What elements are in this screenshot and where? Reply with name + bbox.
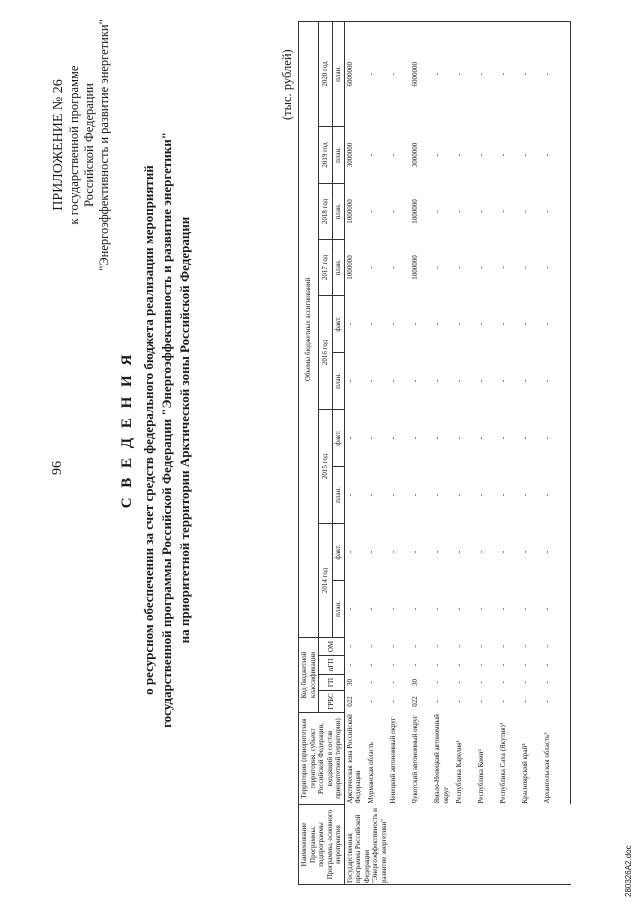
- value-cell: -: [499, 379, 507, 383]
- pgp-code: -: [411, 663, 419, 667]
- appendix-line: "Энергоэффективность и развитие энергетики": [97, 19, 111, 271]
- value-cell: -: [542, 295, 571, 352]
- table-row: [498, 21, 520, 884]
- value-cell: 1000000: [411, 199, 419, 224]
- resource-table: [298, 21, 571, 885]
- grbs-code: -: [542, 691, 571, 713]
- grbs-code: 022: [345, 696, 354, 707]
- heading-line: на приоритетной территории Арктической зоны Российской Федерации: [177, 216, 192, 644]
- value-cell: -: [367, 607, 375, 611]
- header-plan: план.: [333, 466, 345, 523]
- value-cell: -: [476, 21, 498, 126]
- heading-line: государственной программы Российской Федерации "Энергоэффективность и развитие энергетики": [159, 132, 174, 728]
- table-row: [344, 21, 366, 884]
- grbs-code: -: [499, 700, 507, 703]
- value-cell: -: [499, 153, 507, 157]
- header-territory: Территория (приоритетная территория, субъект Российской Федерации, входящий в состав приоритетной территории): [299, 713, 345, 805]
- value-cell: -: [455, 210, 463, 213]
- gp-code: 30: [345, 679, 354, 686]
- gp-code: -: [389, 681, 397, 684]
- territory-name: Ненецкий автономный округ: [389, 717, 397, 804]
- header-grbs: ГРБС: [319, 691, 345, 713]
- value-cell: -: [411, 550, 419, 554]
- value-cell: -: [521, 266, 529, 269]
- value-cell: -: [477, 607, 485, 611]
- value-cell: -: [521, 379, 529, 383]
- value-cell: -: [477, 266, 485, 269]
- value-cell: -: [389, 607, 397, 611]
- gp-code: -: [499, 681, 507, 684]
- value-cell: -: [521, 550, 529, 554]
- header-program: Наименование Программы, подпрограммы Программы, основного мероприятия: [299, 805, 345, 885]
- header-year: 2020 год: [319, 21, 333, 126]
- value-cell: -: [521, 322, 529, 326]
- value-cell: -: [345, 493, 354, 497]
- value-cell: -: [433, 607, 441, 611]
- om-code: -: [345, 645, 354, 648]
- pgp-code: -: [477, 663, 485, 667]
- om-code: -: [411, 645, 419, 648]
- territory-name: Республика Карелия¹: [455, 740, 463, 804]
- header-year: 2019 год: [319, 126, 333, 183]
- value-cell: -: [499, 436, 507, 440]
- value-cell: 6000000: [344, 21, 366, 126]
- value-cell: -: [521, 210, 529, 213]
- grbs-code: 022: [411, 696, 419, 707]
- gp-code: -: [455, 681, 463, 684]
- om-code: -: [433, 645, 441, 648]
- value-cell: -: [389, 266, 397, 269]
- value-cell: -: [477, 379, 485, 383]
- appendix-title: ПРИЛОЖЕНИЕ № 26: [51, 79, 66, 211]
- pgp-code: -: [367, 663, 375, 667]
- pgp-code: -: [433, 663, 441, 667]
- value-cell: -: [499, 210, 507, 213]
- value-cell: 3000000: [411, 142, 419, 168]
- value-cell: -: [455, 379, 463, 383]
- value-cell: -: [542, 239, 571, 295]
- header-fact: факт.: [333, 295, 345, 352]
- value-cell: -: [389, 436, 397, 440]
- territory-name: Республика Саха (Якутия)³: [499, 723, 507, 804]
- value-cell: -: [389, 379, 397, 383]
- value-cell: -: [345, 436, 354, 440]
- value-cell: -: [367, 266, 375, 269]
- value-cell: -: [542, 580, 571, 637]
- header-year: 2018 год: [319, 183, 333, 239]
- value-cell: -: [477, 210, 485, 213]
- table-row: [432, 21, 454, 884]
- document-id: 280326A2.doc: [624, 845, 633, 897]
- value-cell: -: [542, 183, 571, 239]
- value-cell: -: [477, 153, 485, 157]
- territory-name: Республика Коми²: [477, 749, 485, 804]
- header-plan: план.: [333, 183, 345, 239]
- pgp-code: -: [389, 663, 397, 667]
- value-cell: -: [455, 550, 463, 554]
- value-cell: -: [520, 21, 542, 126]
- om-code: -: [521, 645, 529, 648]
- header-year: 2015 год: [319, 409, 333, 523]
- value-cell: -: [366, 21, 388, 126]
- value-cell: -: [455, 266, 463, 269]
- header-year: 2016 год: [319, 295, 333, 409]
- grbs-code: -: [433, 700, 441, 703]
- value-cell: -: [433, 550, 441, 554]
- value-cell: -: [432, 21, 454, 126]
- value-cell: -: [367, 493, 375, 497]
- value-cell: -: [433, 153, 441, 157]
- grbs-code: -: [455, 700, 463, 703]
- value-cell: -: [345, 379, 354, 383]
- heading-title: С В Е Д Е Н И Я: [119, 351, 135, 509]
- grbs-code: -: [477, 700, 485, 703]
- value-cell: -: [433, 436, 441, 440]
- grbs-code: -: [389, 700, 397, 703]
- header-volumes: Объемы бюджетных ассигнований: [299, 21, 319, 637]
- value-cell: -: [411, 493, 419, 497]
- table-row: [388, 21, 410, 884]
- territory-name: Архангельская область⁵: [542, 713, 571, 805]
- value-cell: -: [499, 550, 507, 554]
- value-cell: -: [389, 153, 397, 157]
- om-code: -: [389, 645, 397, 648]
- value-cell: -: [433, 322, 441, 326]
- value-cell: -: [433, 379, 441, 383]
- territory-name: Ямало-Ненецкий автономный округ: [433, 714, 450, 804]
- om-code: -: [542, 637, 571, 655]
- header-budget-code: Код бюджетной классификации: [299, 637, 319, 712]
- om-code: -: [499, 645, 507, 648]
- header-gp: ГП: [319, 675, 345, 691]
- value-cell: -: [389, 493, 397, 497]
- value-cell: -: [542, 409, 571, 466]
- value-cell: 1000000: [345, 255, 354, 280]
- value-cell: -: [411, 436, 419, 440]
- value-cell: -: [454, 21, 476, 126]
- value-cell: -: [345, 550, 354, 554]
- value-cell: -: [455, 153, 463, 157]
- value-cell: -: [411, 379, 419, 383]
- header-plan: план.: [333, 239, 345, 295]
- value-cell: -: [521, 493, 529, 497]
- value-cell: -: [455, 607, 463, 611]
- value-cell: -: [542, 523, 571, 580]
- pgp-code: -: [455, 663, 463, 667]
- value-cell: -: [345, 322, 354, 326]
- header-fact: факт.: [333, 523, 345, 580]
- value-cell: -: [521, 153, 529, 157]
- table-row: [410, 21, 432, 884]
- gp-code: -: [367, 681, 375, 684]
- gp-code: -: [477, 681, 485, 684]
- value-cell: -: [367, 322, 375, 326]
- appendix-line: к государственной программе: [67, 65, 81, 225]
- appendix-block: [50, 15, 112, 275]
- value-cell: -: [389, 210, 397, 213]
- value-cell: 3000000: [345, 142, 354, 168]
- header-plan: план.: [333, 21, 345, 126]
- value-cell: -: [367, 379, 375, 383]
- program-name: Государственная программа Российской Федерации "Энергоэффективность и развитие энергетики": [344, 805, 571, 885]
- pgp-code: -: [345, 663, 354, 667]
- value-cell: -: [455, 436, 463, 440]
- value-cell: -: [433, 266, 441, 269]
- value-cell: -: [499, 493, 507, 497]
- pgp-code: -: [499, 663, 507, 667]
- value-cell: -: [521, 607, 529, 611]
- value-cell: -: [542, 466, 571, 523]
- header-plan: план.: [333, 126, 345, 183]
- value-cell: -: [499, 322, 507, 326]
- value-cell: -: [367, 210, 375, 213]
- value-cell: -: [477, 322, 485, 326]
- header-year: 2014 год: [319, 523, 333, 637]
- value-cell: 1000000: [345, 199, 354, 224]
- value-cell: -: [411, 322, 419, 326]
- gp-code: 30: [411, 679, 419, 686]
- value-cell: 1000000: [411, 255, 419, 280]
- value-cell: -: [542, 21, 571, 126]
- value-cell: -: [542, 126, 571, 183]
- heading-line: о ресурсном обеспечении за счет средств федерального бюджета реализации мероприятий: [141, 165, 156, 695]
- value-cell: -: [455, 493, 463, 497]
- value-cell: -: [389, 550, 397, 554]
- territory-name: Мурманская область: [367, 741, 375, 804]
- om-code: -: [477, 645, 485, 648]
- value-cell: -: [367, 153, 375, 157]
- gp-code: -: [433, 681, 441, 684]
- value-cell: -: [433, 210, 441, 213]
- value-cell: -: [389, 322, 397, 326]
- value-cell: -: [521, 436, 529, 440]
- pgp-code: -: [521, 663, 529, 667]
- value-cell: -: [542, 352, 571, 409]
- value-cell: -: [411, 607, 419, 611]
- table-row: [542, 21, 571, 884]
- value-cell: -: [498, 21, 520, 126]
- gp-code: -: [542, 675, 571, 691]
- table-row: [520, 21, 542, 884]
- header-pgp: пГП: [319, 656, 345, 675]
- value-cell: -: [499, 607, 507, 611]
- pgp-code: -: [542, 656, 571, 675]
- table-row: [454, 21, 476, 884]
- table-row: [366, 21, 388, 884]
- header-plan: план.: [333, 352, 345, 409]
- om-code: -: [367, 645, 375, 648]
- grbs-code: -: [367, 700, 375, 703]
- value-cell: -: [433, 493, 441, 497]
- territory-name: Арктическая зона Российской Федерации: [345, 714, 362, 804]
- value-cell: -: [477, 550, 485, 554]
- value-cell: -: [388, 21, 410, 126]
- table-row: [476, 21, 498, 884]
- grbs-code: -: [521, 700, 529, 703]
- document-heading: [118, 45, 194, 815]
- value-cell: 6000000: [410, 21, 432, 126]
- appendix-line: Российской Федерации: [82, 83, 96, 207]
- header-fact: факт.: [333, 409, 345, 466]
- value-cell: -: [455, 322, 463, 326]
- value-cell: -: [477, 493, 485, 497]
- value-cell: -: [345, 607, 354, 611]
- value-cell: -: [477, 436, 485, 440]
- territory-name: Чукотский автономный округ: [411, 715, 419, 804]
- page-number: 96: [50, 461, 65, 475]
- value-cell: -: [499, 266, 507, 269]
- om-code: -: [455, 645, 463, 648]
- value-cell: -: [367, 436, 375, 440]
- header-year: 2017 год: [319, 239, 333, 295]
- value-cell: -: [367, 550, 375, 554]
- territory-name: Красноярский край⁴: [521, 743, 529, 804]
- gp-code: -: [521, 681, 529, 684]
- units-note: (тыс. рублей): [280, 49, 294, 120]
- header-om: ОМ: [319, 637, 345, 655]
- header-plan: план.: [333, 580, 345, 637]
